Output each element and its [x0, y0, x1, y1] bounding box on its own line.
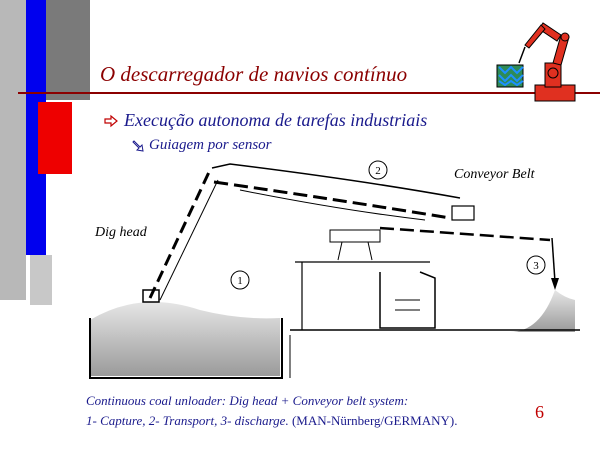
conveyor-belt-label: Conveyor Belt — [454, 167, 535, 182]
deco-bar-gray-lower — [30, 255, 52, 305]
deco-bar-gray-left — [0, 0, 26, 300]
portal-structure — [290, 230, 435, 378]
ship-unloader-diagram — [80, 150, 580, 390]
bullet-arrow-icon — [104, 114, 118, 128]
main-boom — [212, 164, 474, 220]
sub-bullet-text: Guiagem por sensor — [149, 137, 272, 153]
marker-3-text: 3 — [533, 260, 539, 272]
dig-head-label: Dig head — [95, 225, 147, 240]
deco-bar-gray-right — [46, 0, 90, 100]
slide-title: O descarregador de navios contínuo — [100, 62, 408, 86]
robot-arm-logo — [495, 15, 580, 105]
caption-line-2-plain: (MAN-Nürnberg/GERMANY). — [288, 413, 458, 428]
conveyor-return — [380, 228, 550, 240]
dig-head-boom — [143, 170, 218, 302]
caption-line-1: Continuous coal unloader: Dig head + Conveyor belt system: — [86, 393, 409, 408]
page-number: 6 — [535, 402, 544, 422]
marker-1-text: 1 — [237, 275, 243, 287]
bullet-text: Execução autonoma de tarefas industriais — [124, 110, 428, 130]
caption-line-2-italic: 1- Capture, 2- Transport, 3- discharge. — [86, 413, 289, 428]
marker-2-text: 2 — [375, 165, 381, 177]
caption-line-2 — [86, 413, 457, 429]
discharge-pile — [510, 290, 575, 332]
deco-bar-red — [38, 102, 72, 174]
marker-1 — [231, 271, 249, 289]
marker-3 — [527, 256, 545, 274]
ship-hold — [90, 302, 282, 378]
marker-2 — [369, 161, 387, 179]
